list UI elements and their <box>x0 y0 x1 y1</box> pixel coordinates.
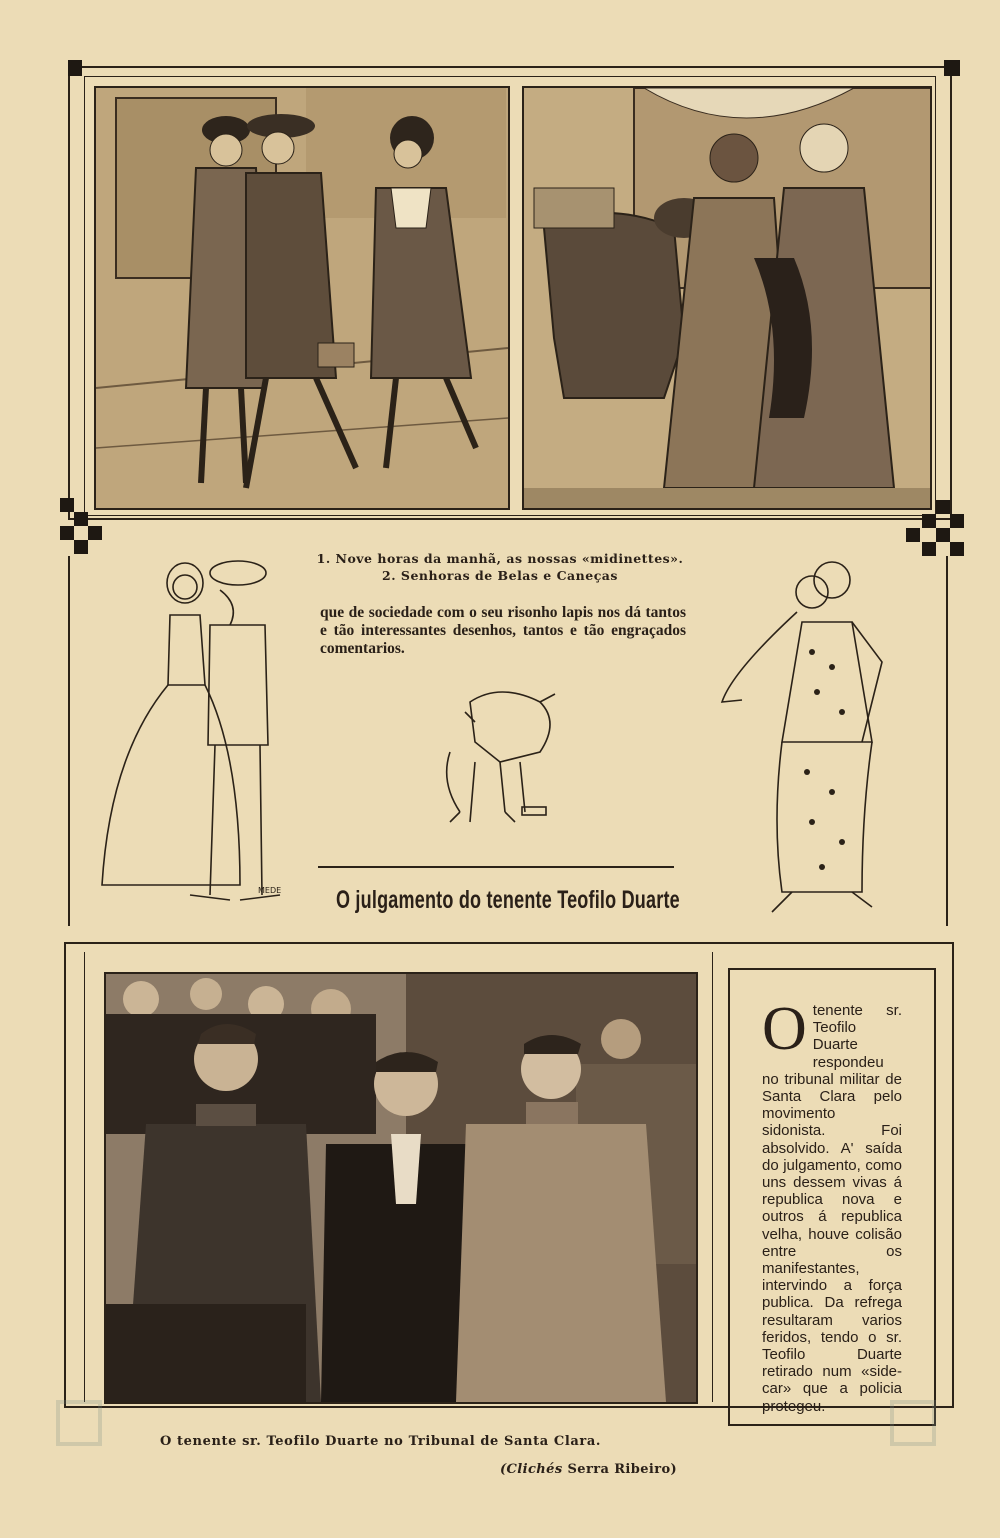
caption-line-2: 2. Senhoras de Belas e Caneças <box>382 568 618 583</box>
photo-credit-name: Serra Ribeiro) <box>567 1462 678 1477</box>
courtroom-photo-image <box>106 974 696 1402</box>
midinettes-drawing <box>96 88 508 508</box>
illustration-midinettes <box>94 86 510 510</box>
bleed-ornament-right <box>890 1400 936 1446</box>
photo-credit-italic: (Clichés <box>500 1462 563 1477</box>
sketch-couple-left <box>90 555 290 910</box>
photo-credit <box>500 1462 677 1477</box>
right-side-rule <box>946 556 948 926</box>
sketch-dancers-right <box>712 552 902 922</box>
bottom-frame-right-rule <box>712 952 713 1402</box>
courtroom-photo <box>104 972 698 1404</box>
article-headline: O julgamento do tenente Teofilo Duarte <box>336 886 680 914</box>
caption-line-1: 1. Nove horas da manhã, as nossas «midinettes». <box>316 551 684 566</box>
corner-block-tl <box>68 60 82 76</box>
checker-ornament-right <box>906 500 966 560</box>
article-body <box>762 995 902 1415</box>
sociedade-paragraph: que de sociedade com o seu risonho lapis nos dá tantos e tão interessantes desenhos, tantos e tão engraçados comentarios. <box>320 604 686 657</box>
corner-block-tr <box>944 60 960 76</box>
left-side-rule <box>68 556 70 926</box>
checker-ornament-left <box>60 498 104 558</box>
article-dropcap: O <box>762 995 807 1063</box>
sketch-signature: MEDE <box>258 886 282 895</box>
bottom-frame-left-rule <box>84 952 85 1402</box>
bleed-ornament-left <box>56 1400 102 1446</box>
sketch-dog-center <box>430 682 570 832</box>
illustration-senhoras-belas <box>522 86 932 510</box>
article-body-text: tenente sr. Teofilo Duarte respondeu no tribunal militar de Santa Clara pelo movimento sidonista. Foi absolvido. A' saída do julgamento, como uns dessem vivas á republica nova e outros á republica velha, houve colisão entre os manifestantes, intervindo a força publica. Da refrega resultaram varios feridos, tendo o sr. Teofilo Duarte retirado num «side-car» que a policia protegeu. <box>762 1002 902 1415</box>
senhoras-drawing <box>524 88 930 508</box>
photo-caption: O tenente sr. Teofilo Duarte no Tribunal de Santa Clara. <box>160 1434 601 1449</box>
headline-rule <box>318 866 674 868</box>
